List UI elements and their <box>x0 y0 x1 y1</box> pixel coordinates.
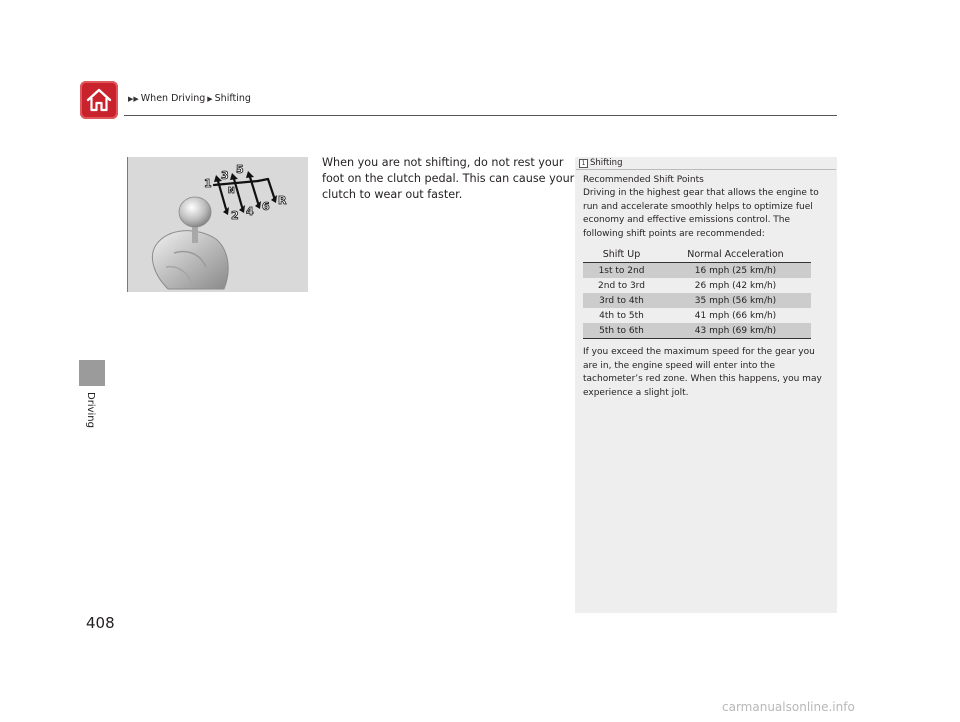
shift-knob <box>179 197 211 227</box>
table-header-row <box>583 246 811 263</box>
table-header-normal-acceleration: Normal Acceleration <box>660 246 811 263</box>
gear-label: 6 <box>262 200 270 213</box>
notes-intro-line: Driving in the highest gear that allows the engine to <box>583 188 819 198</box>
body-line: clutch to wear out faster. <box>322 188 463 201</box>
body-paragraph <box>322 155 575 203</box>
home-icon <box>86 88 112 112</box>
table-cell: 43 mph (69 km/h) <box>660 323 811 339</box>
notes-outro-line: If you exceed the maximum speed for the gear you <box>583 347 815 357</box>
breadcrumb-arrow-icon: ▶ <box>207 94 213 103</box>
breadcrumb-arrow-icon: ▶▶ <box>128 94 139 103</box>
breadcrumb-item-shifting[interactable]: Shifting <box>214 93 251 104</box>
section-tab-marker <box>79 360 105 386</box>
gear-label: 2 <box>231 209 239 222</box>
note-marker-icon: 1 <box>579 159 588 168</box>
notes-title-text: Shifting <box>590 158 623 168</box>
home-button[interactable] <box>80 81 118 119</box>
table-row <box>583 293 811 308</box>
gear-label: 5 <box>236 163 244 176</box>
table-cell: 5th to 6th <box>583 323 660 339</box>
gear-label: R <box>278 194 287 207</box>
table-header-shift-up: Shift Up <box>583 246 660 263</box>
watermark: carmanualsonline.info <box>722 700 855 714</box>
table-cell: 2nd to 3rd <box>598 280 645 291</box>
notes-intro-line: economy and effective emissions control. The <box>583 215 791 225</box>
table-cell: 16 mph (25 km/h) <box>660 263 811 279</box>
notes-outro-line: are in, the engine speed will enter into the <box>583 360 776 371</box>
table-cell: 4th to 5th <box>599 310 644 321</box>
notes-outro <box>583 346 822 400</box>
table-cell: 3rd to 4th <box>583 293 660 308</box>
section-tab-label: Driving <box>85 392 96 428</box>
body-line: When you are not shifting, do not rest your <box>322 156 564 169</box>
notes-outro-line: tachometer’s red zone. When this happens, you may <box>583 374 822 384</box>
shift-points-table <box>583 246 811 339</box>
table-row <box>583 308 811 323</box>
body-line: foot on the clutch pedal. This can cause your <box>322 172 575 185</box>
page-number: 408 <box>86 614 115 632</box>
table-row <box>583 323 811 339</box>
notes-title-divider <box>576 169 836 170</box>
table-cell: 26 mph (42 km/h) <box>694 280 777 291</box>
gear-label: 3 <box>221 169 229 182</box>
notes-subtitle: Recommended Shift Points <box>583 175 704 185</box>
notes-intro-line: following shift points are recommended: <box>583 228 765 239</box>
notes-intro-line: run and accelerate smoothly helps to optimize fuel <box>583 201 813 212</box>
table-row <box>583 278 811 293</box>
notes-title <box>579 158 622 168</box>
notes-outro-line: experience a slight jolt. <box>583 387 689 398</box>
gear-label: N <box>228 186 235 195</box>
breadcrumb-item-when-driving[interactable]: When Driving <box>140 93 206 104</box>
notes-intro <box>583 187 819 241</box>
table-cell: 1st to 2nd <box>583 263 660 279</box>
table-row <box>583 263 811 279</box>
breadcrumb <box>128 93 251 104</box>
gear-label: 1 <box>204 177 212 190</box>
table-cell: 41 mph (66 km/h) <box>694 310 777 321</box>
gear-shift-illustration <box>127 157 308 292</box>
header-divider <box>124 115 837 116</box>
table-cell: 35 mph (56 km/h) <box>660 293 811 308</box>
gear-label: 4 <box>246 205 254 218</box>
